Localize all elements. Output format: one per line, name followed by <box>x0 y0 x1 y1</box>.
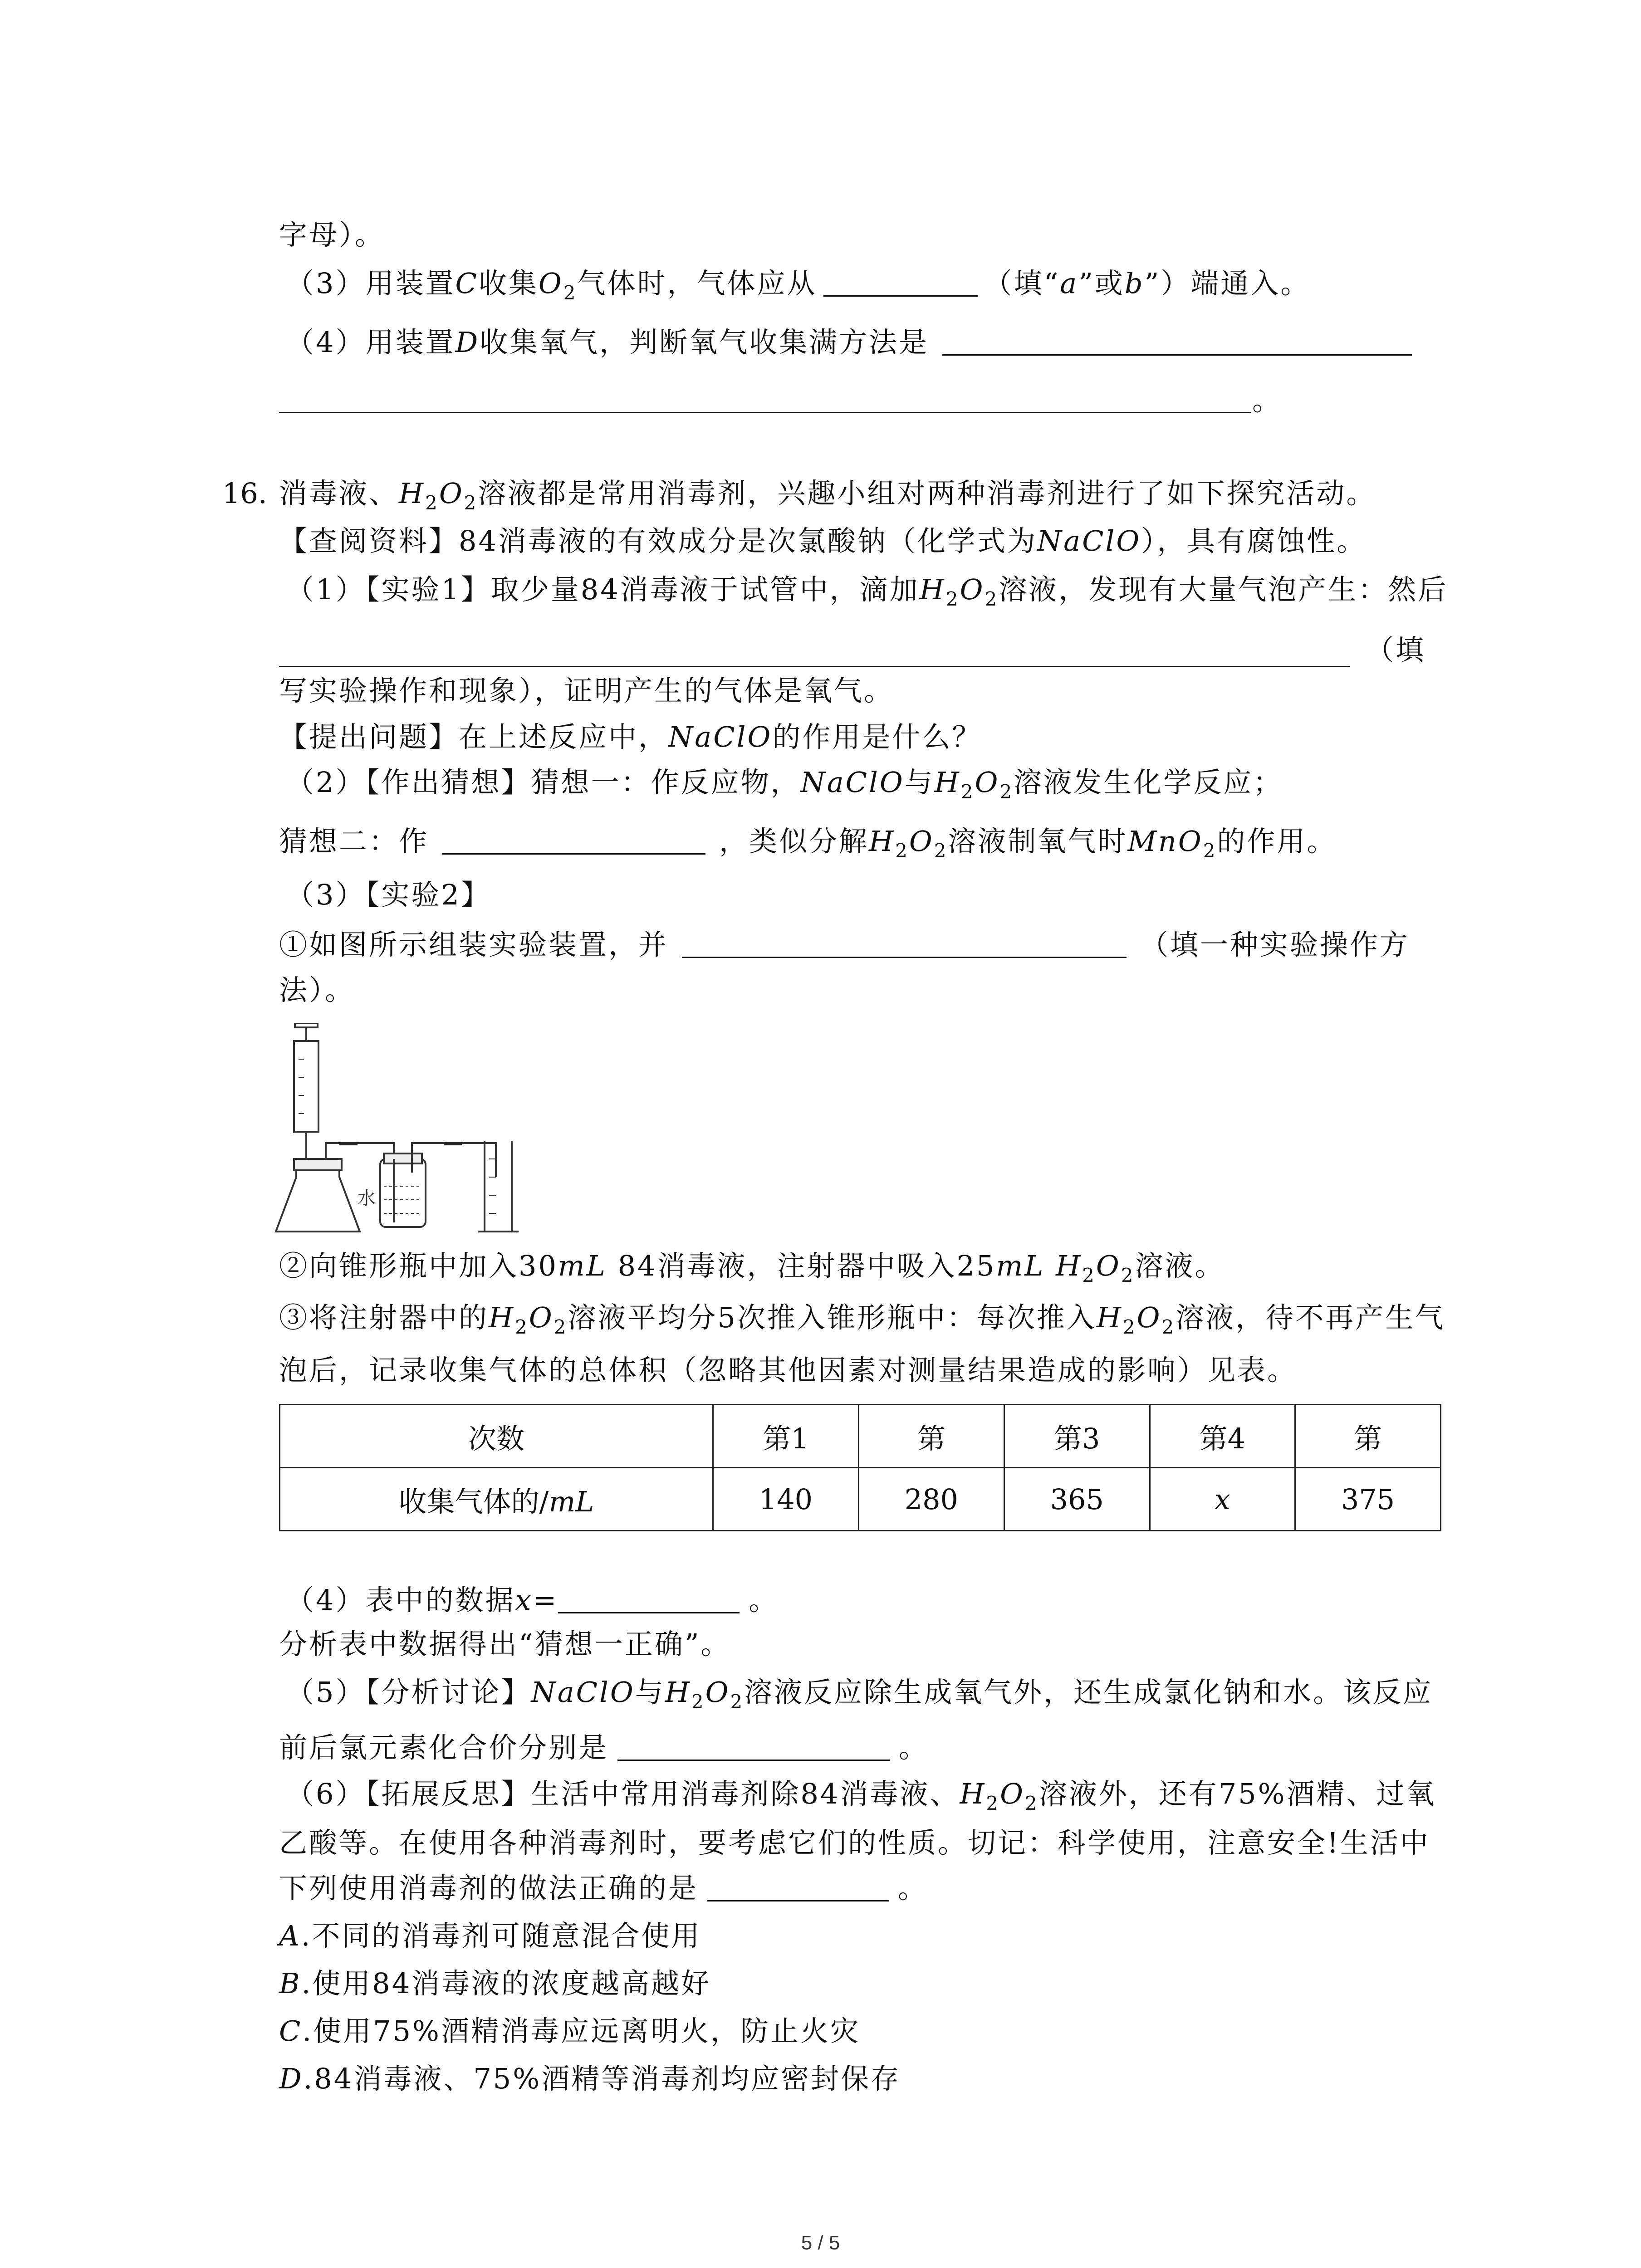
option-b[interactable]: B.使用84消毒液的浓度越高越好 <box>279 1967 711 2000</box>
q16-intro: 消毒液、$H_2O_2$溶液都是常用消毒剂，兴趣小组对两种消毒剂进行了如下探究活动。 <box>279 477 1376 514</box>
q15-part4-end: 。 <box>1252 384 1283 417</box>
table-header-cell: 次数 <box>280 1405 713 1468</box>
option-c[interactable]: C.使用75%酒精消毒应远离明火，防止火灾 <box>279 2014 860 2048</box>
table-cell: x <box>1150 1468 1295 1531</box>
q15-part3: （3）用装置C收集$O_2$气体时，气体应从 （填“a”或b”）端通入。 <box>286 267 1311 304</box>
table-cell: 365 <box>1004 1468 1150 1531</box>
table-row <box>280 1468 1441 1531</box>
syringe-plunger-cap <box>295 1023 318 1027</box>
q16-step3-cont: 泡后，记录收集气体的总体积（忽略其他因素对测量结果造成的影响）见表。 <box>279 1354 1298 1387</box>
q16-part1-answer-blank[interactable] <box>279 666 1350 667</box>
table-row-label: 收集气体的/mL <box>280 1468 713 1531</box>
table-row <box>280 1405 1441 1468</box>
table-header-cell: 第 <box>1295 1405 1441 1468</box>
q16-part3: （3）【实验2】 <box>286 878 491 911</box>
q16-step1-cont: 法）。 <box>279 973 355 1007</box>
q15-part4-answer-blank-2[interactable] <box>279 412 1251 413</box>
q15-part4: （4）用装置D收集氧气，判断氧气收集满方法是 <box>286 323 1412 362</box>
q16-step3: ③将注射器中的$H_2O_2$溶液平均分5次推入锥形瓶中：每次推入$H_2O_2$溶液，待不再产生气 <box>279 1301 1445 1338</box>
q16-part6-cont1: 乙酸等。在使用各种消毒剂时，要考虑它们的性质。切记：科学使用，注意安全!生活中 <box>279 1826 1430 1859</box>
q16-part1-fill: （填 <box>1366 633 1426 666</box>
q16-reference: 【查阅资料】84消毒液的有效成分是次氯酸钠（化学式为NaClO），具有腐蚀性。 <box>279 524 1367 557</box>
q16-part2: （2）【作出猜想】猜想一：作反应物，NaClO与$H_2O_2$溶液发生化学反应； <box>286 766 1283 803</box>
q15-tail: 字母）。 <box>279 218 385 251</box>
results-table <box>279 1404 1441 1531</box>
q16-question: 【提出问题】在上述反应中，NaClO的作用是什么？ <box>279 720 982 753</box>
table-header-cell: 第1 <box>713 1405 858 1468</box>
q16-part5-answer-blank[interactable] <box>617 1732 890 1761</box>
experiment-apparatus-diagram <box>271 1023 544 1241</box>
q16-part4-answer-blank[interactable] <box>558 1585 740 1613</box>
water-label: 水 <box>358 1188 376 1209</box>
table-header-cell: 第4 <box>1150 1405 1295 1468</box>
q16-step1-answer-blank[interactable] <box>682 929 1127 958</box>
table-cell: 375 <box>1295 1468 1441 1531</box>
table-cell: 140 <box>713 1468 858 1531</box>
table-cell: 280 <box>858 1468 1004 1531</box>
q16-part6-cont2: 下列使用消毒剂的做法正确的是 。 <box>279 1872 928 1905</box>
q16-part5: （5）【分析讨论】NaClO与$H_2O_2$溶液反应除生成氧气外，还生成氯化钠和水。该反应 <box>286 1676 1433 1713</box>
q15-part3-answer-blank[interactable] <box>823 268 978 297</box>
question-number: 16. <box>222 477 267 510</box>
option-a[interactable]: A.不同的消毒剂可随意混合使用 <box>279 1919 701 1952</box>
q16-guess2: 猜想二：作 ，类似分解$H_2O_2$溶液制氧气时MnO$_2$的作用。 <box>279 825 1337 862</box>
q16-analysis: 分析表中数据得出“猜想一正确”。 <box>279 1628 731 1661</box>
q16-guess2-answer-blank[interactable] <box>442 826 705 855</box>
q16-step2: ②向锥形瓶中加入30mL 84消毒液，注射器中吸入25mL $H_2O_2$溶液。 <box>279 1249 1225 1286</box>
conical-flask <box>276 1161 360 1232</box>
table-header-cell: 第 <box>858 1405 1004 1468</box>
q16-part5-cont: 前后氯元素化合价分别是 。 <box>279 1731 929 1764</box>
option-d[interactable]: D.84消毒液、75%酒精等消毒剂均应密封保存 <box>279 2062 901 2095</box>
q16-part4: （4）表中的数据x= 。 <box>286 1584 779 1617</box>
q16-part6-answer-blank[interactable] <box>707 1873 889 1901</box>
table-header-cell: 第3 <box>1004 1405 1150 1468</box>
graduated-cylinder <box>485 1141 512 1232</box>
gas-washing-bottle <box>380 1159 426 1227</box>
q15-part4-answer-blank-1[interactable] <box>942 327 1412 356</box>
q16-part6: （6）【拓展反思】生活中常用消毒剂除84消毒液、$H_2O_2$溶液外，还有75%酒精、过氧 <box>286 1777 1436 1814</box>
q16-step1: ①如图所示组装实验装置，并 （填一种实验操作方 <box>279 928 1410 961</box>
q16-part1: （1）【实验1】取少量84消毒液于试管中，滴加$H_2O_2$溶液，发现有大量气泡产生：然后 <box>286 573 1448 610</box>
q16-part1-cont: 写实验操作和现象），证明产生的气体是氧气。 <box>279 674 894 707</box>
syringe-barrel <box>294 1041 318 1132</box>
page-number: 5 / 5 <box>801 2232 840 2254</box>
